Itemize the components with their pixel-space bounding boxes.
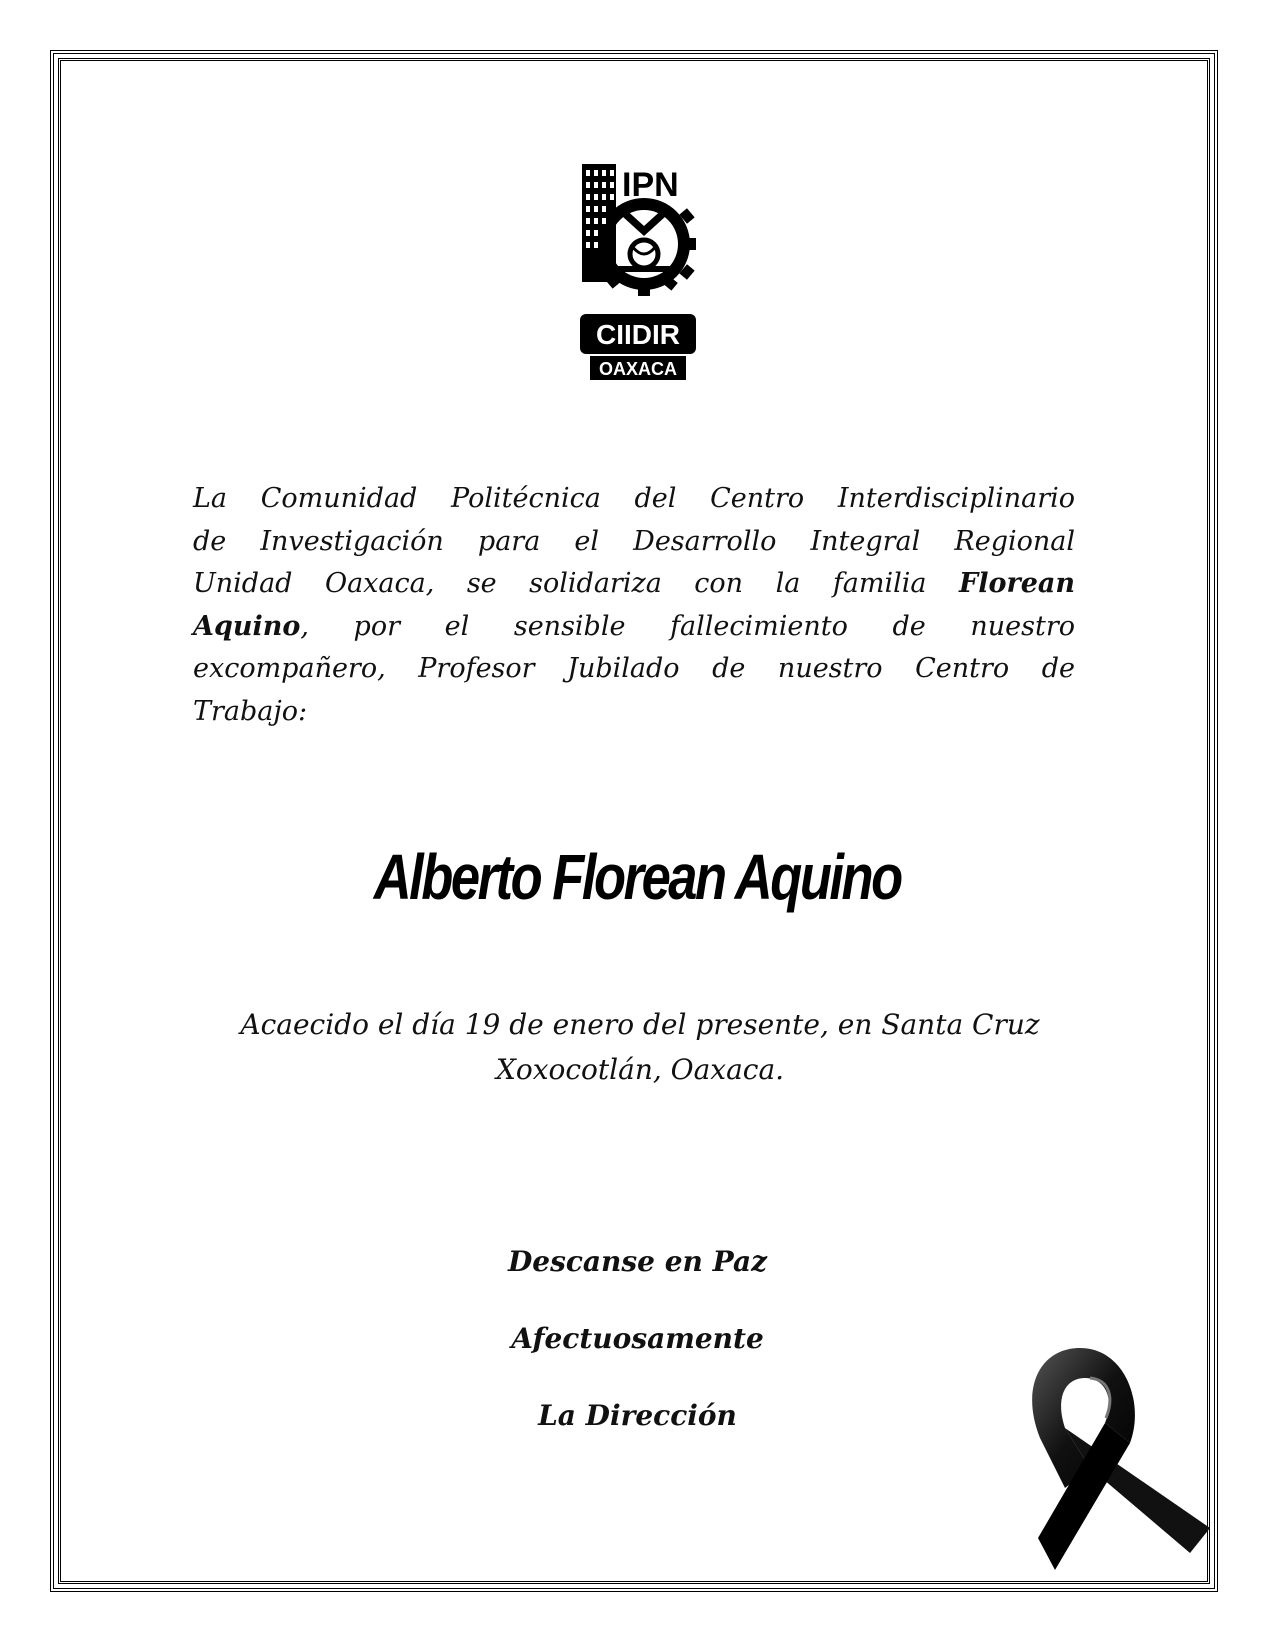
family-name-part-2: Aquino xyxy=(193,610,301,642)
date-line-2: Xoxocotlán, Oaxaca. xyxy=(495,1053,785,1086)
deceased-name: Alberto Florean Aquino xyxy=(373,841,901,913)
paragraph-line-1: La Comunidad Politécnica del Centro Interdisciplinario xyxy=(193,483,1075,514)
logo-ipn-text: IPN xyxy=(622,166,679,204)
paragraph-line-4-text: , por el sensible fallecimiento de nuestro xyxy=(300,610,1075,642)
logo-ciidir-text: CIIDIR xyxy=(596,319,680,350)
condolence-paragraph xyxy=(193,478,1075,733)
paragraph-line-6: Trabajo: xyxy=(193,695,308,727)
regards-text: Afectuosamente xyxy=(511,1322,764,1355)
mourning-ribbon-icon xyxy=(1010,1338,1210,1578)
ipn-ciidir-logo-icon xyxy=(578,162,698,384)
paragraph-line-2: de Investigación para el Desarrollo Integral Regional xyxy=(193,525,1075,557)
family-name-part-1: Florean xyxy=(959,568,1075,599)
paragraph-line-5: excompañero, Profesor Jubilado de nuestro Centro de xyxy=(193,653,1075,684)
paragraph-line-3-text: Unidad Oaxaca, se solidariza con la familia xyxy=(193,568,960,599)
rest-in-peace-text: Descanse en Paz xyxy=(508,1245,767,1278)
paragraph-line-4 xyxy=(193,606,1075,649)
logo-oaxaca-text: OAXACA xyxy=(598,359,678,379)
date-place-text xyxy=(200,1002,1080,1092)
signature-text: La Dirección xyxy=(538,1399,737,1432)
paragraph-line-3 xyxy=(193,563,1075,606)
date-line-1: Acaecido el día 19 de enero del presente, en Santa Cruz xyxy=(240,1008,1040,1041)
